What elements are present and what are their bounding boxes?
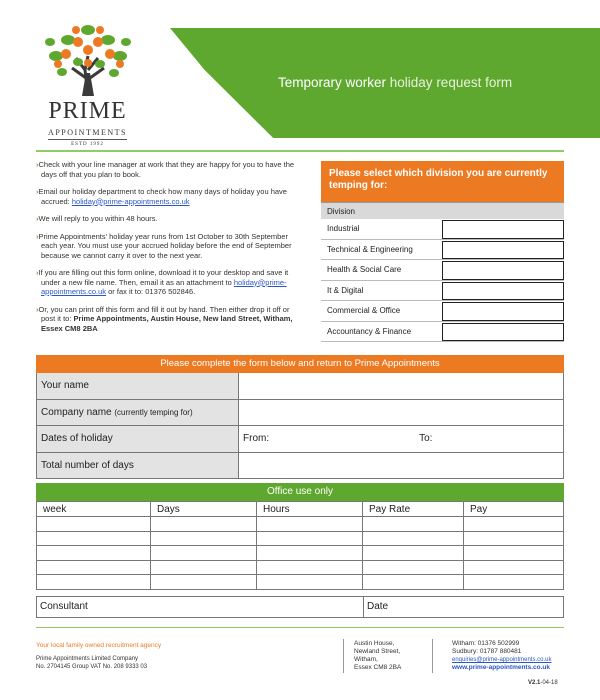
division-selector	[321, 161, 564, 342]
division-checkbox-it[interactable]	[442, 282, 564, 301]
table-row	[37, 575, 564, 590]
col-hours: Hours	[257, 502, 363, 517]
company-logo	[30, 18, 145, 148]
col-week: week	[37, 502, 151, 517]
form-row	[36, 373, 564, 400]
division-row: Accountancy & Finance	[321, 322, 564, 343]
your-name-label: Your name	[37, 373, 239, 399]
brand-name: PRIME	[48, 98, 127, 124]
instructions	[36, 160, 301, 341]
company-name-label: Company name (currently temping for)	[37, 400, 239, 426]
instruction-item: ›If you are filling out this form online, download it to your desktop and save it under a new file name. Then, email it as an attachment to holiday@prime-appointments.co.uk or fax it to: 01376 502846.	[36, 268, 289, 296]
form-row	[36, 426, 564, 453]
footer-company: Prime Appointments Limited Company No. 2704145 Group VAT No. 208 9333 03	[36, 656, 148, 670]
total-days-label: Total number of days	[37, 453, 239, 479]
division-checkbox-commercial[interactable]	[442, 302, 564, 321]
division-row: Industrial	[321, 219, 564, 240]
division-checkbox-health[interactable]	[442, 261, 564, 280]
footer-contact: Witham: 01376 502999 Sudbury: 01787 880481 enquiries@prime-appointments.co.uk www.prime-appointments.co.uk	[452, 640, 552, 671]
tree-icon	[38, 18, 138, 98]
division-row: Health & Social Care	[321, 260, 564, 281]
division-row: It & Digital	[321, 281, 564, 302]
instruction-item: ›Check with your line manager at work that they are happy for you to have the days off that you plan to book.	[36, 160, 295, 179]
website-link[interactable]: www.prime-appointments.co.uk	[452, 664, 550, 671]
form-row	[36, 453, 564, 480]
company-name-field[interactable]	[239, 400, 563, 426]
version-label: V2.1-04-18	[528, 680, 558, 686]
col-days: Days	[151, 502, 257, 517]
holiday-email-link-2[interactable]: holiday@prime-appointments.co.uk	[41, 277, 287, 296]
brand-sub: APPOINTMENTS	[48, 128, 127, 140]
division-subheading: Division	[321, 202, 564, 219]
footer-divider	[432, 639, 433, 673]
footer-tagline: Your local family owned recruitment agency	[36, 642, 162, 649]
office-use-section	[36, 483, 564, 590]
division-heading: Please select which division you are currently temping for:	[321, 161, 564, 202]
form-row	[36, 400, 564, 427]
division-checkbox-accountancy[interactable]	[442, 323, 564, 342]
header-rule	[36, 150, 564, 152]
total-days-field[interactable]	[239, 453, 563, 479]
enquiries-email-link[interactable]: enquiries@prime-appointments.co.uk	[452, 657, 552, 663]
table-row	[37, 517, 564, 532]
form-heading: Please complete the form below and return to Prime Appointments	[36, 355, 564, 373]
table-row	[37, 560, 564, 575]
instruction-item: ›Prime Appointments' holiday year runs from 1st October to 30th September each year. You must use your accrued holiday before the end of September because we cannot carry it over to the next year.	[36, 231, 292, 260]
dates-label: Dates of holiday	[37, 426, 239, 452]
dates-field[interactable]	[239, 426, 563, 452]
consultant-row	[36, 596, 564, 618]
footer-address: Austin House, Newland Street, Witham, Essex CM8 2BA	[354, 640, 402, 671]
from-label: From:	[243, 433, 270, 444]
table-row	[37, 531, 564, 546]
form-title: Temporary worker holiday request form	[278, 75, 513, 90]
instruction-item: ›Or, you can print off this form and fill it out by hand. Then either drop it off or post it to: Prime Appointments, Austin House, New land Street, Witham, Essex CM8 2BA	[36, 304, 293, 333]
division-row: Commercial & Office	[321, 301, 564, 322]
division-row: Technical & Engineering	[321, 240, 564, 261]
office-use-heading: Office use only	[36, 483, 564, 501]
division-checkbox-technical[interactable]	[442, 241, 564, 260]
holiday-form	[36, 355, 564, 479]
office-use-table	[36, 501, 564, 590]
footer-rule	[36, 627, 564, 628]
table-row	[37, 546, 564, 561]
col-pay: Pay	[464, 502, 564, 517]
date-field[interactable]: Date	[367, 601, 389, 612]
footer-divider	[343, 639, 344, 673]
to-label: To:	[419, 433, 433, 444]
instruction-item: ›Email our holiday department to check how many days of holiday you have accrued: holiday@prime-appointments.co.uk	[36, 187, 287, 206]
division-checkbox-industrial[interactable]	[442, 220, 564, 239]
your-name-field[interactable]	[239, 373, 563, 399]
instruction-item: ›We will reply to you within 48 hours.	[36, 214, 158, 223]
col-pay-rate: Pay Rate	[363, 502, 464, 517]
consultant-field[interactable]: Consultant	[37, 597, 364, 617]
table-header-row	[37, 502, 564, 517]
holiday-email-link[interactable]: holiday@prime-appointments.co.uk	[71, 196, 190, 206]
brand-established: ESTD 1992	[71, 142, 104, 147]
